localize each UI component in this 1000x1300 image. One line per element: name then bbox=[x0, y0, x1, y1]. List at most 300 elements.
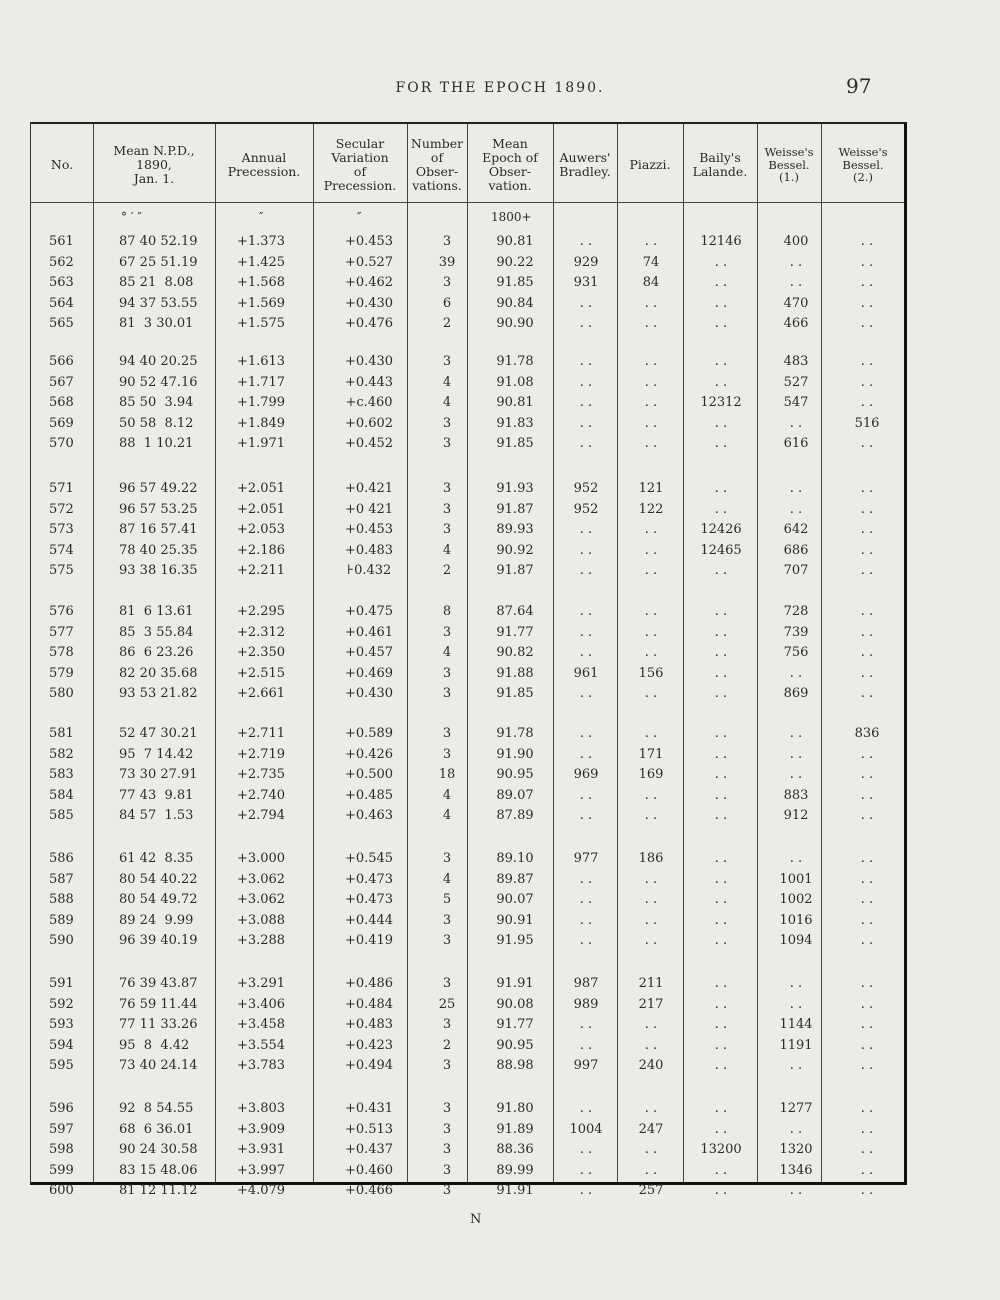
cell-number-of-observations: 3 bbox=[442, 234, 452, 249]
cell-mean-npd: 93 53 21.82 bbox=[119, 686, 198, 701]
header-mean-npd: Mean N.P.D., 1890, Jan. 1. bbox=[113, 143, 195, 186]
cell-weisses-bessel-1: . . bbox=[789, 1058, 803, 1073]
cell-mean-npd: 85 3 55.84 bbox=[119, 624, 194, 640]
cell-weisses-bessel-1: 470 bbox=[783, 295, 809, 311]
cell-auwers-bradley: . . bbox=[579, 1037, 593, 1053]
cell-weisses-bessel-2: . . bbox=[860, 1183, 874, 1198]
cell-star-number: 592 bbox=[49, 996, 74, 1012]
cell-weisses-bessel-1: 912 bbox=[783, 808, 809, 823]
table-row bbox=[31, 253, 904, 274]
cell-piazzi: 74 bbox=[642, 254, 660, 270]
table-row bbox=[31, 1140, 904, 1161]
cell-weisses-bessel-1: . . bbox=[789, 275, 803, 290]
cell-weisses-bessel-2: . . bbox=[860, 395, 874, 410]
cell-weisses-bessel-2: . . bbox=[860, 912, 874, 928]
cell-number-of-observations: 3 bbox=[442, 1162, 452, 1178]
cell-secular-variation: +0.430 bbox=[344, 295, 394, 311]
cell-annual-precession: +3.406 bbox=[236, 996, 286, 1012]
cell-secular-variation: +0.430 bbox=[344, 686, 394, 701]
table-row bbox=[31, 1056, 904, 1077]
cell-weisses-bessel-2: . . bbox=[860, 1162, 874, 1178]
cell-number-of-observations: 18 bbox=[438, 767, 456, 782]
cell-auwers-bradley: . . bbox=[579, 415, 593, 431]
unit-secular: ″ bbox=[357, 210, 362, 224]
cell-mean-npd: 81 3 30.01 bbox=[119, 316, 194, 331]
cell-weisses-bessel-2: . . bbox=[860, 665, 874, 681]
cell-annual-precession: +2.661 bbox=[236, 686, 286, 701]
cell-bailys-lalande: . . bbox=[714, 1101, 728, 1116]
cell-mean-epoch: 91.85 bbox=[496, 686, 534, 701]
row-group bbox=[31, 1099, 904, 1202]
cell-star-number: 573 bbox=[49, 522, 74, 537]
cell-mean-npd: 96 39 40.19 bbox=[119, 933, 198, 948]
cell-auwers-bradley: . . bbox=[579, 1183, 593, 1198]
table-row bbox=[31, 765, 904, 786]
table-row bbox=[31, 974, 904, 995]
table-row bbox=[31, 1161, 904, 1182]
cell-mean-npd: 83 15 48.06 bbox=[119, 1162, 198, 1178]
cell-annual-precession: +3.931 bbox=[236, 1142, 286, 1157]
cell-star-number: 600 bbox=[49, 1183, 74, 1198]
cell-secular-variation: +0.513 bbox=[344, 1121, 394, 1137]
cell-secular-variation: +0.430 bbox=[344, 354, 394, 369]
cell-mean-epoch: 87.64 bbox=[496, 604, 534, 619]
cell-piazzi: 211 bbox=[638, 976, 664, 991]
cell-mean-npd: 89 24 9.99 bbox=[119, 912, 194, 928]
cell-piazzi: . . bbox=[644, 295, 658, 311]
cell-annual-precession: +3.062 bbox=[236, 892, 286, 907]
table-row bbox=[31, 623, 904, 644]
cell-star-number: 574 bbox=[49, 542, 74, 558]
cell-mean-npd: 88 1 10.21 bbox=[119, 436, 194, 451]
cell-secular-variation: +0.457 bbox=[344, 645, 394, 660]
table-row bbox=[31, 786, 904, 807]
cell-mean-npd: 96 57 53.25 bbox=[119, 501, 198, 517]
cell-secular-variation: +0.461 bbox=[344, 624, 394, 640]
cell-annual-precession: +3.288 bbox=[236, 933, 286, 948]
cell-number-of-observations: 3 bbox=[442, 1101, 452, 1116]
cell-mean-npd: 86 6 23.26 bbox=[119, 645, 194, 660]
cell-number-of-observations: 3 bbox=[442, 912, 452, 928]
cell-piazzi: . . bbox=[644, 395, 658, 410]
cell-weisses-bessel-1: . . bbox=[789, 665, 803, 681]
cell-weisses-bessel-1: 547 bbox=[783, 395, 809, 410]
cell-annual-precession: +2.211 bbox=[236, 563, 286, 578]
cell-secular-variation: +0.444 bbox=[344, 912, 394, 928]
cell-secular-variation: +0.466 bbox=[344, 1183, 394, 1198]
table-row bbox=[31, 232, 904, 253]
cell-bailys-lalande: 12146 bbox=[700, 234, 742, 249]
cell-piazzi: 186 bbox=[638, 851, 664, 866]
cell-mean-epoch: 90.95 bbox=[496, 1037, 534, 1053]
table-row bbox=[31, 684, 904, 705]
cell-weisses-bessel-2: . . bbox=[860, 254, 874, 270]
cell-piazzi: . . bbox=[644, 542, 658, 558]
cell-auwers-bradley: . . bbox=[579, 746, 593, 762]
cell-number-of-observations: 25 bbox=[438, 996, 456, 1012]
cell-auwers-bradley: 952 bbox=[573, 481, 599, 496]
cell-mean-epoch: 91.90 bbox=[496, 746, 534, 762]
cell-annual-precession: +1.849 bbox=[236, 415, 286, 431]
cell-weisses-bessel-2: . . bbox=[860, 767, 874, 782]
cell-annual-precession: +3.088 bbox=[236, 912, 286, 928]
cell-secular-variation: +0.469 bbox=[344, 665, 394, 681]
cell-mean-epoch: 91.89 bbox=[496, 1121, 534, 1137]
cell-auwers-bradley: . . bbox=[579, 542, 593, 558]
cell-secular-variation: +0.431 bbox=[344, 1101, 394, 1116]
running-head: FOR THE EPOCH 1890. bbox=[395, 80, 605, 96]
cell-secular-variation: +c.460 bbox=[345, 395, 393, 410]
cell-weisses-bessel-1: 869 bbox=[783, 686, 809, 701]
cell-piazzi: 171 bbox=[638, 746, 664, 762]
cell-mean-epoch: 90.95 bbox=[496, 767, 534, 782]
cell-mean-epoch: 89.93 bbox=[496, 522, 534, 537]
cell-number-of-observations: 3 bbox=[442, 746, 452, 762]
cell-piazzi: . . bbox=[644, 726, 658, 741]
cell-auwers-bradley: . . bbox=[579, 871, 593, 887]
unit-precession: ″ bbox=[259, 210, 264, 224]
cell-mean-npd: 96 57 49.22 bbox=[119, 481, 198, 496]
unit-epoch: 1800+ bbox=[491, 210, 532, 224]
cell-annual-precession: +1.425 bbox=[236, 254, 286, 270]
cell-secular-variation: +0.462 bbox=[344, 275, 394, 290]
cell-secular-variation: +0.483 bbox=[344, 542, 394, 558]
cell-auwers-bradley: . . bbox=[579, 892, 593, 907]
cell-mean-epoch: 91.87 bbox=[496, 501, 534, 517]
cell-secular-variation: +0.527 bbox=[344, 254, 394, 270]
cell-star-number: 597 bbox=[49, 1121, 74, 1137]
cell-secular-variation: +0.476 bbox=[344, 316, 394, 331]
cell-bailys-lalande: . . bbox=[714, 374, 728, 390]
cell-weisses-bessel-1: 1094 bbox=[779, 933, 813, 948]
cell-bailys-lalande: . . bbox=[714, 996, 728, 1012]
cell-weisses-bessel-1: 756 bbox=[783, 645, 809, 660]
cell-weisses-bessel-1: 616 bbox=[783, 436, 809, 451]
cell-weisses-bessel-2: . . bbox=[860, 976, 874, 991]
table-row bbox=[31, 849, 904, 870]
cell-weisses-bessel-1: 728 bbox=[783, 604, 809, 619]
cell-auwers-bradley: . . bbox=[579, 604, 593, 619]
cell-weisses-bessel-2: . . bbox=[860, 295, 874, 311]
cell-secular-variation: +0.437 bbox=[344, 1142, 394, 1157]
cell-weisses-bessel-2: . . bbox=[860, 501, 874, 517]
cell-number-of-observations: 4 bbox=[442, 808, 452, 823]
cell-annual-precession: +3.783 bbox=[236, 1058, 286, 1073]
cell-number-of-observations: 3 bbox=[442, 976, 452, 991]
table-row bbox=[31, 890, 904, 911]
row-group bbox=[31, 724, 904, 827]
cell-weisses-bessel-2: . . bbox=[860, 1121, 874, 1137]
cell-auwers-bradley: . . bbox=[579, 395, 593, 410]
cell-mean-npd: 95 8 4.42 bbox=[119, 1037, 190, 1053]
cell-number-of-observations: 3 bbox=[442, 415, 452, 431]
cell-weisses-bessel-1: 1346 bbox=[779, 1162, 813, 1178]
cell-piazzi: 156 bbox=[638, 665, 664, 681]
cell-secular-variation: +0.545 bbox=[344, 851, 394, 866]
cell-weisses-bessel-2: . . bbox=[860, 1017, 874, 1032]
cell-piazzi: . . bbox=[644, 604, 658, 619]
cell-annual-precession: +1.799 bbox=[236, 395, 286, 410]
cell-weisses-bessel-2: . . bbox=[860, 808, 874, 823]
cell-annual-precession: +4.079 bbox=[236, 1183, 286, 1198]
cell-bailys-lalande: . . bbox=[714, 436, 728, 451]
cell-weisses-bessel-2: . . bbox=[860, 996, 874, 1012]
cell-star-number: 579 bbox=[49, 665, 74, 681]
cell-bailys-lalande: . . bbox=[714, 851, 728, 866]
table-row bbox=[31, 931, 904, 952]
cell-weisses-bessel-2: . . bbox=[860, 892, 874, 907]
table-row bbox=[31, 434, 904, 455]
cell-weisses-bessel-1: . . bbox=[789, 1183, 803, 1198]
cell-weisses-bessel-1: . . bbox=[789, 746, 803, 762]
cell-mean-npd: 94 37 53.55 bbox=[119, 295, 198, 311]
cell-secular-variation: +0.452 bbox=[344, 436, 394, 451]
cell-weisses-bessel-1: 400 bbox=[783, 234, 809, 249]
cell-annual-precession: +3.062 bbox=[236, 871, 286, 887]
row-group bbox=[31, 849, 904, 952]
cell-bailys-lalande: . . bbox=[714, 275, 728, 290]
cell-weisses-bessel-1: 1016 bbox=[779, 912, 813, 928]
cell-bailys-lalande: . . bbox=[714, 295, 728, 311]
cell-mean-epoch: 91.83 bbox=[496, 415, 534, 431]
table-row bbox=[31, 541, 904, 562]
cell-mean-npd: 61 42 8.35 bbox=[119, 851, 194, 866]
cell-weisses-bessel-2: . . bbox=[860, 645, 874, 660]
table-row bbox=[31, 500, 904, 521]
cell-weisses-bessel-1: 686 bbox=[783, 542, 809, 558]
cell-weisses-bessel-1: 883 bbox=[783, 787, 809, 803]
cell-weisses-bessel-2: . . bbox=[860, 787, 874, 803]
cell-star-number: 570 bbox=[49, 436, 74, 451]
cell-piazzi: . . bbox=[644, 1162, 658, 1178]
cell-annual-precession: +2.740 bbox=[236, 787, 286, 803]
cell-bailys-lalande: . . bbox=[714, 645, 728, 660]
cell-mean-epoch: 91.78 bbox=[496, 726, 534, 741]
cell-star-number: 598 bbox=[49, 1142, 74, 1157]
cell-auwers-bradley: . . bbox=[579, 645, 593, 660]
signature-mark: N bbox=[470, 1212, 482, 1227]
cell-piazzi: . . bbox=[644, 415, 658, 431]
cell-piazzi: . . bbox=[644, 892, 658, 907]
cell-secular-variation: +0.463 bbox=[344, 808, 394, 823]
cell-auwers-bradley: 929 bbox=[573, 254, 599, 270]
cell-mean-epoch: 89.99 bbox=[496, 1162, 534, 1178]
cell-star-number: 571 bbox=[49, 481, 74, 496]
cell-piazzi: . . bbox=[644, 374, 658, 390]
cell-mean-npd: 81 12 11.12 bbox=[119, 1183, 198, 1198]
table-row bbox=[31, 806, 904, 827]
cell-auwers-bradley: . . bbox=[579, 316, 593, 331]
header-weisses-bessel-1: Weisse's Bessel. (1.) bbox=[764, 145, 814, 185]
cell-number-of-observations: 4 bbox=[442, 645, 452, 660]
cell-mean-epoch: 91.87 bbox=[496, 563, 534, 578]
cell-star-number: 588 bbox=[49, 892, 74, 907]
table-row bbox=[31, 870, 904, 891]
cell-bailys-lalande: . . bbox=[714, 976, 728, 991]
cell-weisses-bessel-1: 466 bbox=[783, 316, 809, 331]
table-row bbox=[31, 414, 904, 435]
cell-mean-npd: 87 40 52.19 bbox=[119, 234, 198, 249]
cell-weisses-bessel-1: 707 bbox=[783, 563, 809, 578]
cell-bailys-lalande: . . bbox=[714, 808, 728, 823]
cell-star-number: 564 bbox=[49, 295, 74, 311]
cell-number-of-observations: 5 bbox=[442, 892, 452, 907]
cell-mean-npd: 95 7 14.42 bbox=[119, 746, 194, 762]
cell-weisses-bessel-2: . . bbox=[860, 1101, 874, 1116]
cell-annual-precession: +1.575 bbox=[236, 316, 286, 331]
cell-piazzi: . . bbox=[644, 933, 658, 948]
table-row bbox=[31, 745, 904, 766]
cell-weisses-bessel-1: . . bbox=[789, 501, 803, 517]
table-row bbox=[31, 664, 904, 685]
cell-auwers-bradley: . . bbox=[579, 1101, 593, 1116]
cell-auwers-bradley: . . bbox=[579, 1017, 593, 1032]
cell-mean-npd: 90 52 47.16 bbox=[119, 374, 198, 390]
cell-annual-precession: +3.554 bbox=[236, 1037, 286, 1053]
cell-mean-epoch: 91.95 bbox=[496, 933, 534, 948]
cell-number-of-observations: 2 bbox=[442, 563, 452, 578]
cell-annual-precession: +2.053 bbox=[236, 522, 286, 537]
cell-auwers-bradley: 969 bbox=[573, 767, 599, 782]
cell-mean-npd: 77 11 33.26 bbox=[119, 1017, 198, 1032]
cell-bailys-lalande: . . bbox=[714, 1037, 728, 1053]
cell-piazzi: 84 bbox=[642, 275, 660, 290]
cell-secular-variation: +0.602 bbox=[344, 415, 394, 431]
cell-weisses-bessel-1: . . bbox=[789, 254, 803, 270]
row-group bbox=[31, 974, 904, 1077]
row-group bbox=[31, 232, 904, 335]
cell-number-of-observations: 8 bbox=[442, 604, 452, 619]
cell-annual-precession: +2.186 bbox=[236, 542, 286, 558]
cell-star-number: 575 bbox=[49, 563, 74, 578]
cell-bailys-lalande: . . bbox=[714, 481, 728, 496]
cell-weisses-bessel-1: 1277 bbox=[779, 1101, 813, 1116]
cell-star-number: 593 bbox=[49, 1017, 74, 1032]
table-row bbox=[31, 1099, 904, 1120]
cell-secular-variation: +0 421 bbox=[344, 501, 394, 517]
cell-number-of-observations: 4 bbox=[442, 395, 452, 410]
cell-secular-variation: +0.453 bbox=[344, 522, 394, 537]
cell-mean-epoch: 90.08 bbox=[496, 996, 534, 1012]
cell-auwers-bradley: . . bbox=[579, 1162, 593, 1178]
cell-auwers-bradley: . . bbox=[579, 686, 593, 701]
cell-annual-precession: +2.312 bbox=[236, 624, 286, 640]
cell-star-number: 578 bbox=[49, 645, 74, 660]
header-mean-epoch: Mean Epoch of Obser- vation. bbox=[482, 136, 538, 193]
cell-annual-precession: +2.735 bbox=[236, 767, 286, 782]
cell-mean-npd: 78 40 25.35 bbox=[119, 542, 198, 558]
cell-weisses-bessel-2: . . bbox=[860, 436, 874, 451]
cell-mean-epoch: 91.80 bbox=[496, 1101, 534, 1116]
cell-mean-epoch: 88.98 bbox=[496, 1058, 534, 1073]
cell-mean-npd: 67 25 51.19 bbox=[119, 254, 198, 270]
table-row bbox=[31, 911, 904, 932]
cell-secular-variation: +0.494 bbox=[344, 1058, 394, 1073]
cell-secular-variation: +0.460 bbox=[344, 1162, 394, 1178]
cell-piazzi: . . bbox=[644, 912, 658, 928]
cell-bailys-lalande: . . bbox=[714, 892, 728, 907]
cell-star-number: 584 bbox=[49, 787, 74, 803]
cell-mean-npd: 92 8 54.55 bbox=[119, 1101, 194, 1116]
cell-number-of-observations: 3 bbox=[442, 501, 452, 517]
cell-number-of-observations: 3 bbox=[442, 624, 452, 640]
cell-mean-npd: 84 57 1.53 bbox=[119, 808, 194, 823]
cell-annual-precession: +2.295 bbox=[236, 604, 286, 619]
cell-number-of-observations: 3 bbox=[442, 522, 452, 537]
cell-number-of-observations: 3 bbox=[442, 933, 452, 948]
star-catalogue-table bbox=[30, 122, 907, 1198]
cell-annual-precession: +2.719 bbox=[236, 746, 286, 762]
cell-star-number: 583 bbox=[49, 767, 74, 782]
cell-bailys-lalande: . . bbox=[714, 1183, 728, 1198]
cell-mean-epoch: 91.91 bbox=[496, 976, 534, 991]
cell-auwers-bradley: . . bbox=[579, 912, 593, 928]
cell-bailys-lalande: . . bbox=[714, 933, 728, 948]
cell-mean-npd: 68 6 36.01 bbox=[119, 1121, 194, 1137]
cell-number-of-observations: 3 bbox=[442, 1058, 452, 1073]
cell-star-number: 586 bbox=[49, 851, 74, 866]
cell-annual-precession: +3.909 bbox=[236, 1121, 286, 1137]
cell-mean-epoch: 90.07 bbox=[496, 892, 534, 907]
cell-mean-epoch: 89.87 bbox=[496, 871, 534, 887]
cell-annual-precession: +3.803 bbox=[236, 1101, 286, 1116]
cell-bailys-lalande: . . bbox=[714, 726, 728, 741]
cell-auwers-bradley: . . bbox=[579, 726, 593, 741]
cell-annual-precession: +3.458 bbox=[236, 1017, 286, 1032]
cell-mean-epoch: 90.81 bbox=[496, 234, 534, 249]
header-rule bbox=[31, 202, 904, 203]
cell-mean-npd: 85 50 3.94 bbox=[119, 395, 194, 410]
cell-star-number: 565 bbox=[49, 316, 74, 331]
cell-annual-precession: +2.051 bbox=[236, 481, 286, 496]
cell-weisses-bessel-1: . . bbox=[789, 481, 803, 496]
cell-annual-precession: +2.350 bbox=[236, 645, 286, 660]
cell-mean-npd: 85 21 8.08 bbox=[119, 275, 194, 290]
cell-bailys-lalande: . . bbox=[714, 563, 728, 578]
cell-bailys-lalande: . . bbox=[714, 767, 728, 782]
cell-bailys-lalande: . . bbox=[714, 354, 728, 369]
cell-mean-epoch: 90.92 bbox=[496, 542, 534, 558]
cell-star-number: 585 bbox=[49, 808, 74, 823]
cell-annual-precession: +1.569 bbox=[236, 295, 286, 311]
cell-bailys-lalande: . . bbox=[714, 1121, 728, 1137]
cell-weisses-bessel-1: . . bbox=[789, 767, 803, 782]
cell-number-of-observations: 2 bbox=[442, 316, 452, 331]
cell-star-number: 568 bbox=[49, 395, 74, 410]
cell-bailys-lalande: . . bbox=[714, 254, 728, 270]
cell-auwers-bradley: . . bbox=[579, 436, 593, 451]
cell-number-of-observations: 39 bbox=[438, 254, 456, 270]
row-group bbox=[31, 479, 904, 582]
cell-auwers-bradley: 1004 bbox=[569, 1121, 603, 1137]
cell-mean-npd: 50 58 8.12 bbox=[119, 415, 194, 431]
cell-weisses-bessel-2: . . bbox=[860, 1037, 874, 1053]
cell-weisses-bessel-1: 642 bbox=[783, 522, 809, 537]
cell-number-of-observations: 3 bbox=[442, 686, 452, 701]
cell-piazzi: 122 bbox=[638, 501, 664, 517]
cell-number-of-observations: 3 bbox=[442, 436, 452, 451]
cell-star-number: 567 bbox=[49, 374, 74, 390]
cell-auwers-bradley: . . bbox=[579, 808, 593, 823]
cell-auwers-bradley: 987 bbox=[573, 976, 599, 991]
cell-mean-epoch: 90.82 bbox=[496, 645, 534, 660]
cell-secular-variation: +0.419 bbox=[344, 933, 394, 948]
cell-piazzi: 257 bbox=[638, 1183, 664, 1198]
header-secular-variation: Secular Variation of Precession. bbox=[323, 136, 397, 193]
cell-secular-variation: +0.443 bbox=[344, 374, 394, 390]
cell-star-number: 591 bbox=[49, 976, 74, 991]
cell-piazzi: . . bbox=[644, 1101, 658, 1116]
